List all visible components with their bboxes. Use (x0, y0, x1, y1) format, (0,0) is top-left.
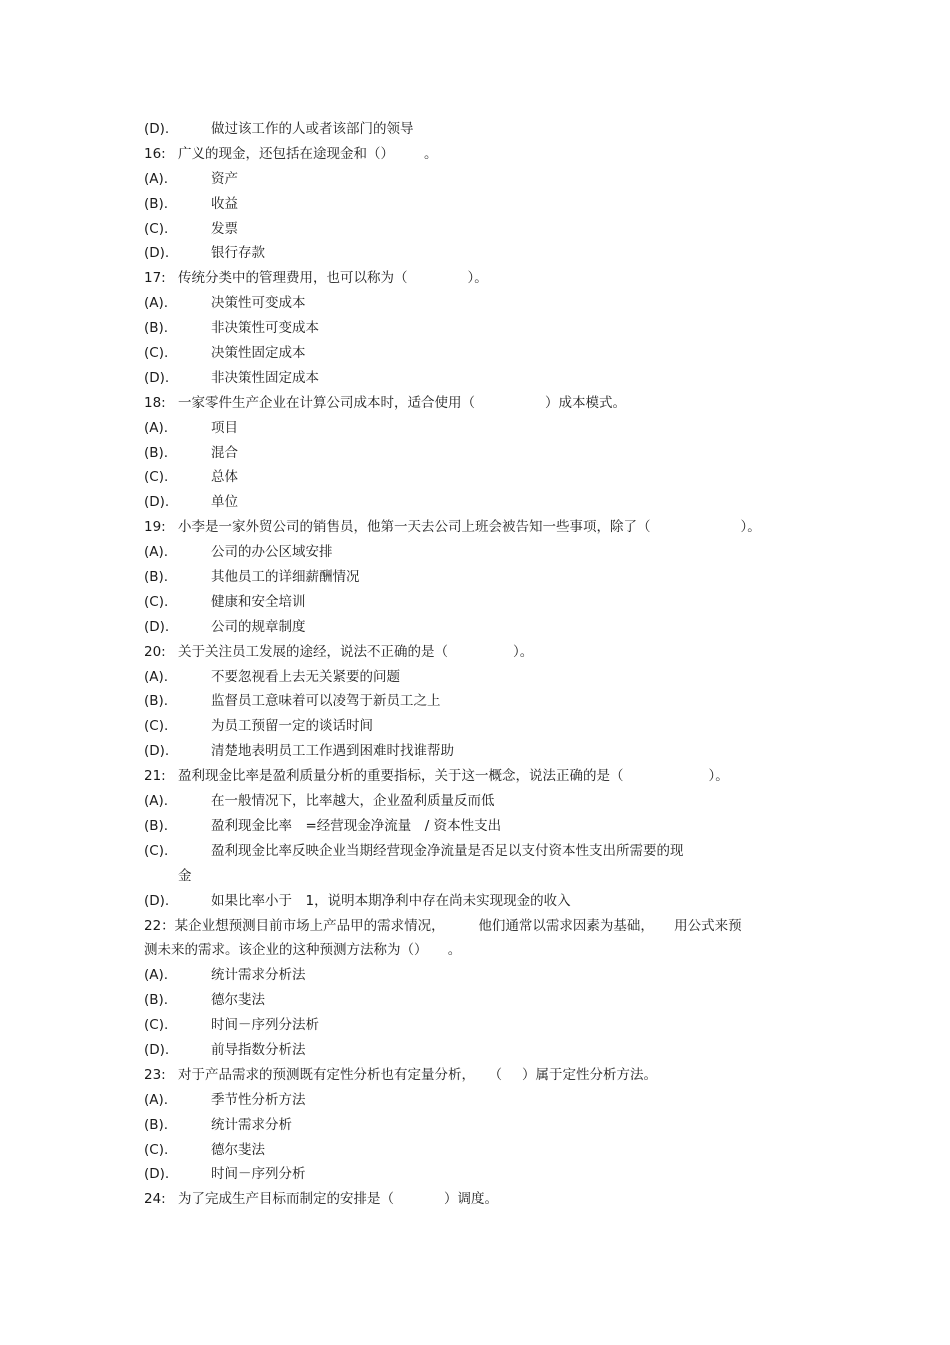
option-label: (C). (144, 345, 169, 362)
question-segment: 为了完成生产目标而制定的安排是（ (178, 1191, 394, 1208)
option-label: (C). (144, 220, 169, 237)
option-line (0, 465, 950, 490)
question-text (144, 1063, 657, 1088)
option-text: 非决策性可变成本 (211, 320, 319, 337)
option-text: 非决策性固定成本 (211, 369, 319, 386)
option-text: 项目 (211, 419, 238, 436)
option-line (0, 316, 950, 341)
option-text: 清楚地表明员工工作遇到困难时找谁帮助 (211, 743, 454, 760)
option-label: (B). (144, 195, 169, 212)
option-label: (A). (144, 967, 169, 984)
option-text: 盈利现金比率反映企业当期经营现金净流量是否足以支付资本性支出所需要的现 (211, 842, 684, 859)
option-text: 决策性可变成本 (211, 295, 306, 312)
option-text: 时间－序列分法析 (211, 1017, 319, 1034)
question-segment: ）属于定性分析方法。 (522, 1066, 657, 1083)
question-segment: 传统分类中的管理费用，也可以称为（ (178, 270, 408, 287)
option-line (0, 590, 950, 615)
question-line (0, 1063, 950, 1088)
option-label: (C). (144, 1141, 169, 1158)
option-text: 德尔斐法 (211, 1141, 265, 1158)
option-text: 发票 (211, 220, 238, 237)
option-line (0, 1088, 950, 1113)
option-text: 不要忽视看上去无关紧要的问题 (211, 668, 400, 685)
question-segment: 。 (424, 145, 438, 162)
option-line (0, 615, 950, 640)
option-line (0, 814, 950, 839)
option-label: (D). (144, 1166, 170, 1183)
option-line (0, 1162, 950, 1187)
question-text (144, 266, 488, 291)
option-text: 健康和安全培训 (211, 593, 306, 610)
option-label: (B). (144, 817, 169, 834)
question-text: 测未来的需求。该企业的这种预测方法称为（） 。 (144, 942, 462, 959)
option-label: (B). (144, 569, 169, 586)
question-text (144, 1187, 498, 1212)
option-label: (C). (144, 469, 169, 486)
option-line (0, 714, 950, 739)
option-text: 在一般情况下，比率越大，企业盈利质量反而低 (211, 793, 495, 810)
question-segment: 盈利现金比率是盈利质量分析的重要指标，关于这一概念，说法正确的是（ (178, 768, 624, 785)
option-line (0, 1013, 950, 1038)
option-line (0, 490, 950, 515)
option-line (0, 167, 950, 192)
option-line (0, 689, 950, 714)
option-label: (C). (144, 842, 169, 859)
option-text: 监督员工意味着可以凌驾于新员工之上 (211, 693, 441, 710)
option-line (0, 988, 950, 1013)
option-text: 时间－序列分析 (211, 1166, 306, 1183)
option-text: 为员工预留一定的谈话时间 (211, 718, 373, 735)
option-label: (A). (144, 419, 169, 436)
option-label: (B). (144, 693, 169, 710)
option-line (0, 1138, 950, 1163)
question-line (0, 1187, 950, 1212)
option-text: 公司的办公区域安排 (211, 544, 333, 561)
question-number: 19: (144, 519, 166, 536)
option-text: 决策性固定成本 (211, 345, 306, 362)
option-line (0, 1113, 950, 1138)
question-number: 16: (144, 145, 166, 162)
option-text: 银行存款 (211, 245, 265, 262)
option-label: (D). (144, 369, 170, 386)
option-label: (A). (144, 170, 169, 187)
question-text (144, 515, 761, 540)
option-text: 做过该工作的人或者该部门的领导 (211, 121, 414, 137)
option-line (0, 889, 950, 914)
option-label: (B). (144, 992, 169, 1009)
question-segment: 一家零件生产企业在计算公司成本时，适合使用（ (178, 394, 475, 411)
continuation-text: 金 (178, 867, 192, 884)
option-line (0, 341, 950, 366)
document-body (0, 117, 950, 1212)
option-label: (D). (144, 121, 170, 137)
question-segment: 小李是一家外贸公司的销售员，他第一天去公司上班会被告知一些事项，除了（ (178, 519, 651, 536)
question-text: 22：某企业想预测目前市场上产品甲的需求情况， 他们通常以需求因素为基础， 用公式来预 (144, 917, 742, 934)
option-line (0, 416, 950, 441)
option-text: 德尔斐法 (211, 992, 265, 1009)
option-label: (A). (144, 668, 169, 685)
option-text: 前导指数分析法 (211, 1041, 306, 1058)
option-label: (D). (144, 494, 170, 511)
option-label: (A). (144, 295, 169, 312)
option-label: (D). (144, 618, 170, 635)
option-line (0, 441, 950, 466)
option-text: 统计需求分析法 (211, 967, 306, 984)
option-line (0, 963, 950, 988)
option-line (0, 739, 950, 764)
option-text: 总体 (211, 469, 238, 486)
option-label: (D). (144, 245, 170, 262)
option-label: (D). (144, 892, 170, 909)
option-text: 其他员工的详细薪酬情况 (211, 569, 360, 586)
option-line (0, 366, 950, 391)
question-segment: ）。 (513, 643, 534, 660)
question-number: 24: (144, 1191, 166, 1208)
option-label: (A). (144, 544, 169, 561)
question-number: 23: (144, 1066, 166, 1083)
text-line (0, 864, 950, 889)
option-text: 统计需求分析 (211, 1116, 292, 1133)
option-line (0, 192, 950, 217)
option-label: (B). (144, 320, 169, 337)
option-label: (B). (144, 1116, 169, 1133)
question-line (0, 391, 950, 416)
text-line (0, 914, 950, 939)
option-label: (A). (144, 793, 169, 810)
question-number: 18: (144, 394, 166, 411)
option-label: (B). (144, 444, 169, 461)
option-text: 公司的规章制度 (211, 618, 306, 635)
question-segment: ）。 (740, 519, 761, 536)
question-line (0, 515, 950, 540)
question-line (0, 142, 950, 167)
option-text: 盈利现金比率 =经营现金净流量 / 资本性支出 (211, 817, 502, 834)
question-number: 17: (144, 270, 166, 287)
option-label: (C). (144, 718, 169, 735)
option-line (0, 565, 950, 590)
option-label: (D). (144, 1041, 170, 1058)
option-text: 混合 (211, 444, 238, 461)
question-segment: 关于关注员工发展的途经，说法不正确的是（ (178, 643, 448, 660)
option-text: 资产 (211, 170, 238, 187)
option-label: (A). (144, 1091, 169, 1108)
option-line (0, 241, 950, 266)
question-text (144, 142, 438, 167)
question-segment: ）成本模式。 (545, 394, 626, 411)
text-line (0, 938, 950, 963)
question-segment: 广义的现金，还包括在途现金和（） (178, 145, 394, 162)
option-line (0, 291, 950, 316)
option-line (0, 117, 950, 142)
question-text (144, 640, 533, 665)
option-text: 单位 (211, 494, 238, 511)
option-text: 如果比率小于 1，说明本期净利中存在尚未实现现金的收入 (211, 892, 571, 909)
option-line (0, 1038, 950, 1063)
question-segment: ）调度。 (444, 1191, 498, 1208)
question-line (0, 266, 950, 291)
option-text: 收益 (211, 195, 238, 212)
option-line (0, 839, 950, 864)
option-line (0, 789, 950, 814)
option-line (0, 540, 950, 565)
question-text (144, 764, 729, 789)
option-label: (C). (144, 593, 169, 610)
question-number: 21: (144, 768, 166, 785)
question-line (0, 640, 950, 665)
question-segment: 对于产品需求的预测既有定性分析也有定量分析， （ (178, 1066, 502, 1083)
question-line (0, 764, 950, 789)
option-text: 季节性分析方法 (211, 1091, 306, 1108)
question-segment: ）。 (708, 768, 729, 785)
question-text (144, 391, 626, 416)
option-label: (C). (144, 1017, 169, 1034)
question-segment: ）。 (467, 270, 488, 287)
option-label: (D). (144, 743, 170, 760)
option-line (0, 217, 950, 242)
question-number: 20: (144, 643, 166, 660)
option-line (0, 665, 950, 690)
